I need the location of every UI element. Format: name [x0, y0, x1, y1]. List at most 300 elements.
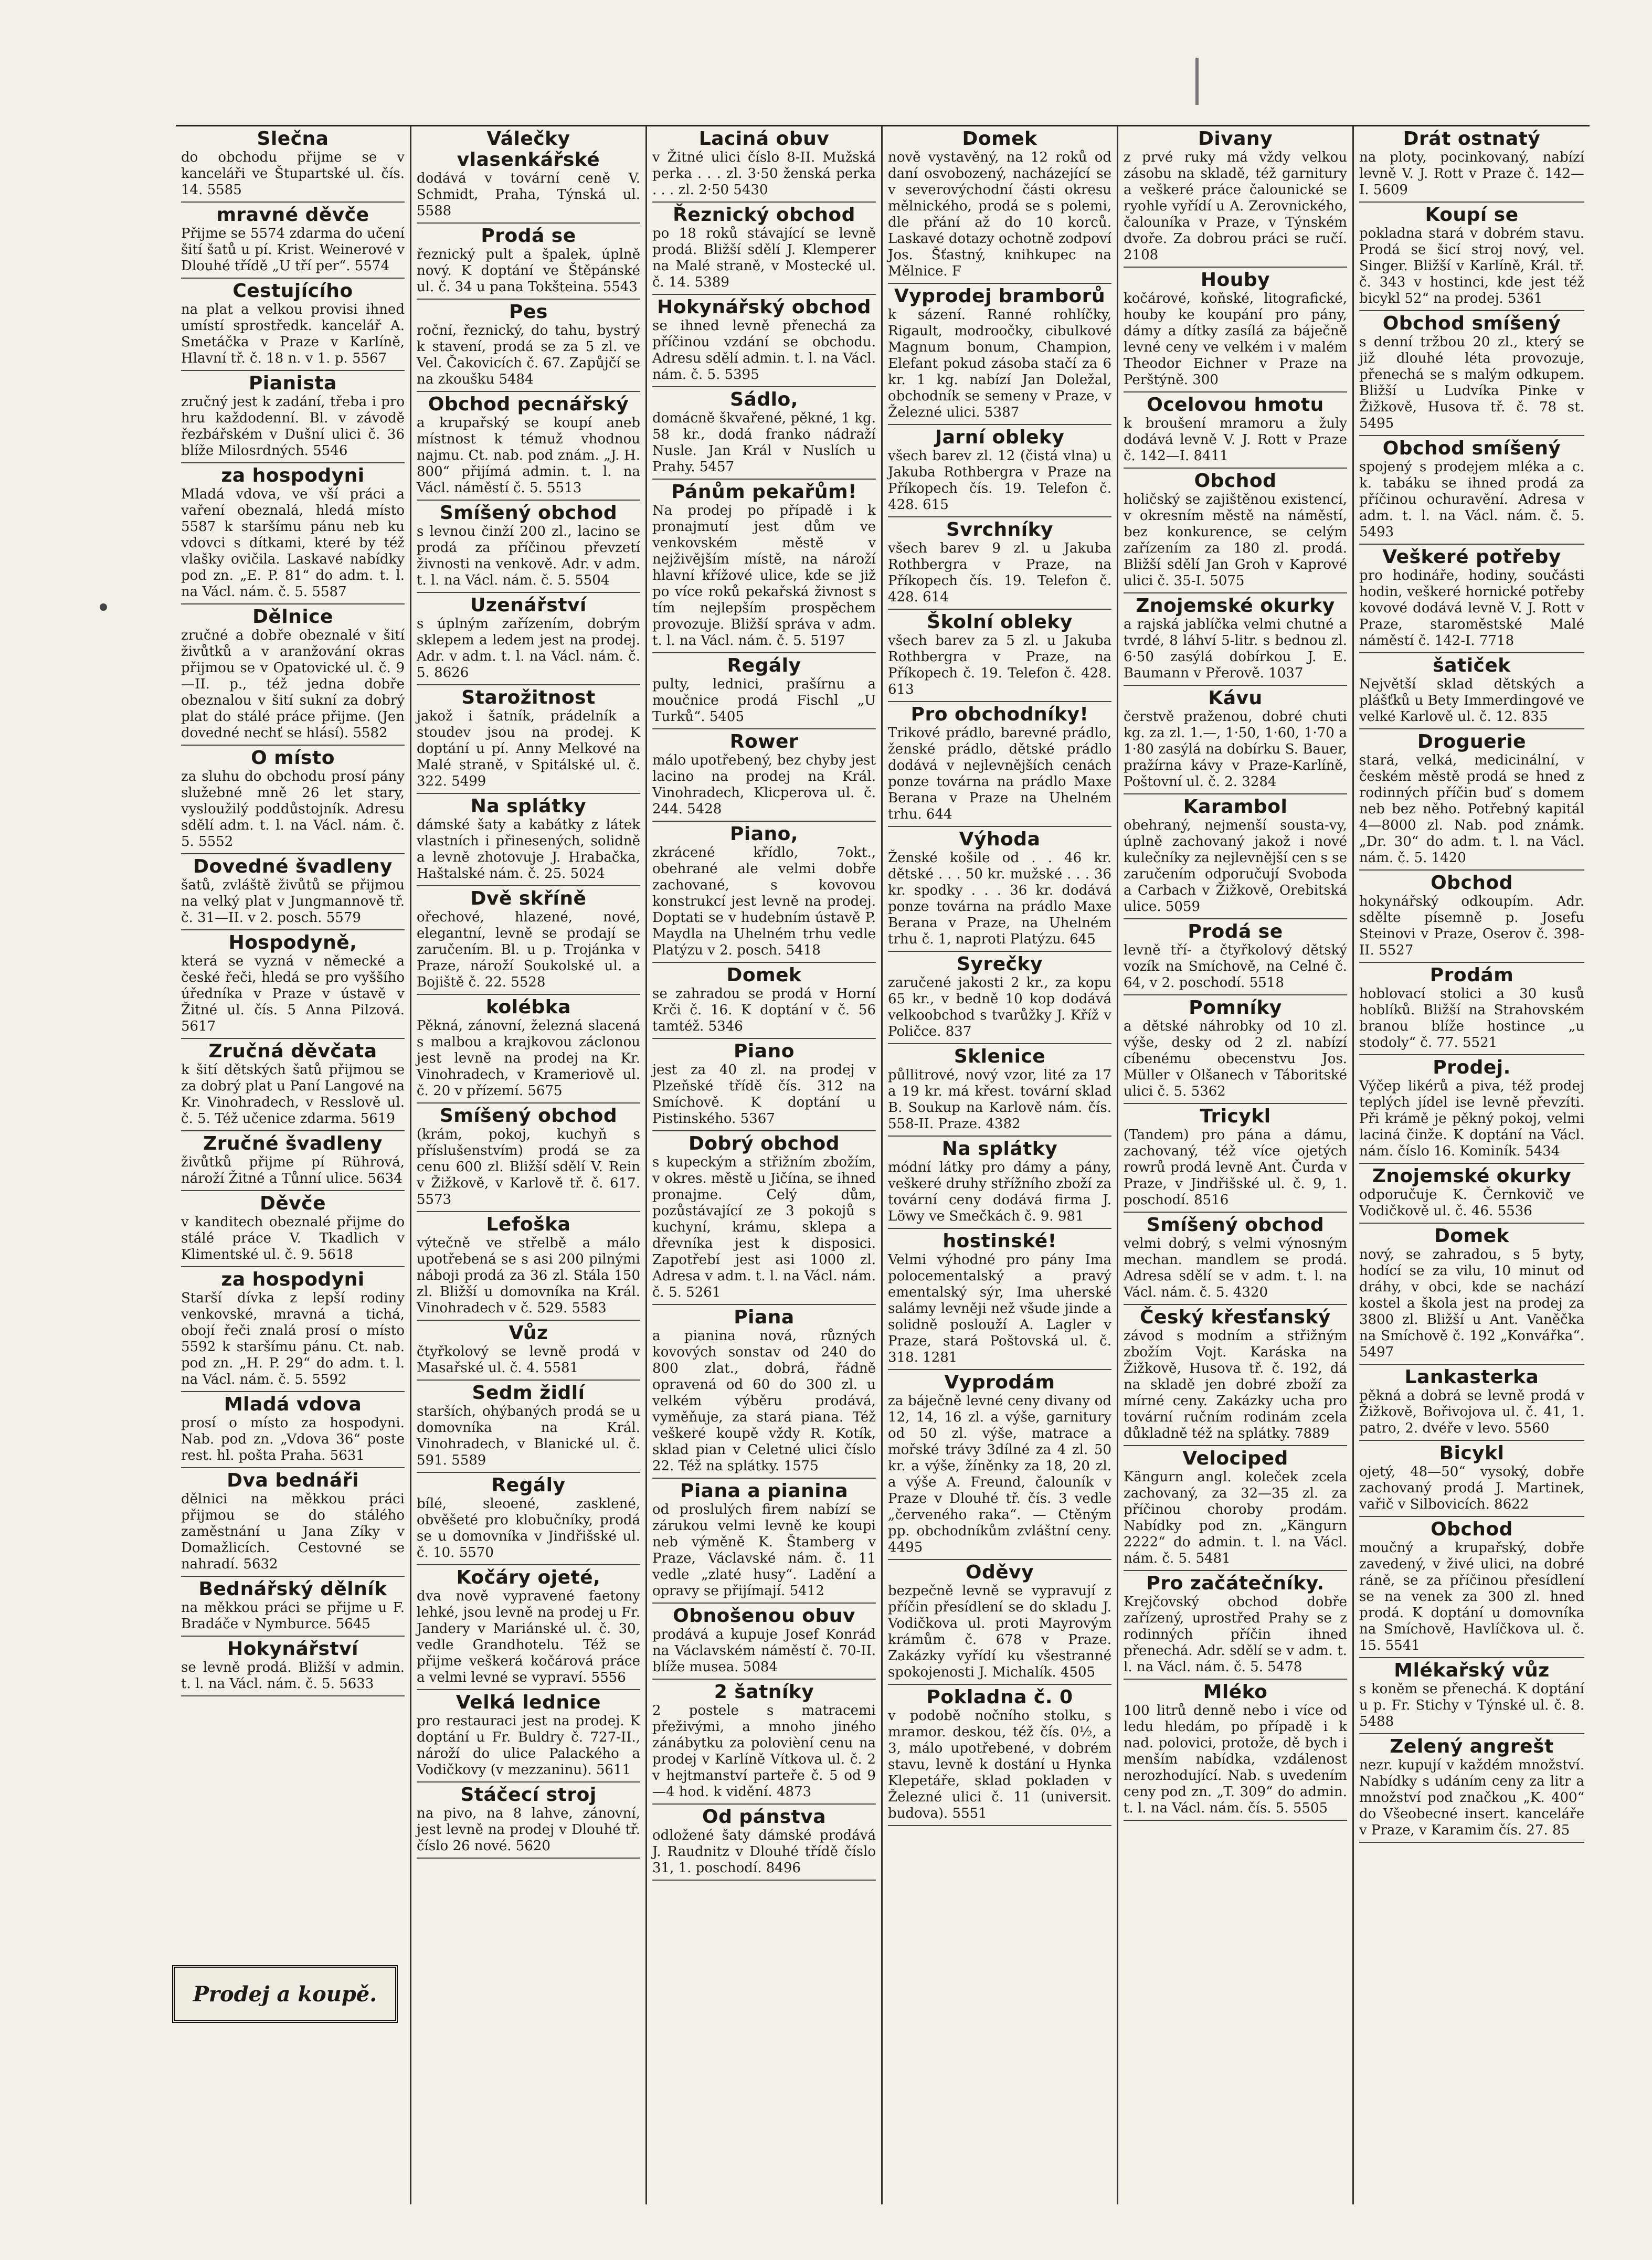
classified-ad: [652, 822, 876, 963]
ad-heading: 2 šatníky: [714, 1681, 814, 1703]
ad-heading: Sádlo,: [730, 389, 798, 410]
ad-heading: hostinské!: [943, 1230, 1057, 1252]
classified-ad: [1359, 1658, 1584, 1734]
ad-text: a krupařský se koupí aneb místnost k témuž vhodnou najmu. Ct. nab. pod znám. „J. H. 800“ přijímá admin. t. l. na Václ. náměstí č. 5. 5513: [417, 415, 640, 496]
classified-ad: [181, 1039, 405, 1131]
ad-heading: Výhoda: [959, 829, 1041, 850]
ad-heading: Dovedné švadleny: [193, 856, 393, 877]
classified-ad: [1359, 1055, 1584, 1164]
column-1: [176, 126, 411, 2204]
ad-text: pro restauraci jest na prodej. K doptání u Fr. Buldry č. 727-II., nároží do ulice Palackého a Vodičkovy (v mezzaninu). 5611: [417, 1713, 640, 1778]
classified-ad: [417, 224, 640, 300]
ad-heading: Karambol: [1183, 796, 1288, 818]
classified-ad: [181, 126, 405, 203]
ad-heading: Ocelovou hmotu: [1147, 394, 1324, 416]
classified-ad: [652, 653, 876, 729]
ad-text: prosí o místo za hospodyni. Nab. pod zn. „Vdova 36“ poste rest. hl. pošta Praha. 5631: [181, 1415, 405, 1463]
ad-text: Největší sklad dětských a plášťků u Bety Immerdingové ve velké Karlově ul. č. 12. 835: [1359, 676, 1584, 725]
ad-text: z prvé ruky má vždy velkou zásobu na skladě, též garnitury a veškeré práce čalounické se ryohle vyřídí u A. Zerovnického, čalouníka v Praze, v Týnském dvoře. Za dobrou práci se ručí. 2108: [1124, 150, 1347, 263]
ad-heading: Starožitnost: [461, 687, 596, 708]
column-2: [411, 126, 647, 2204]
ad-text: pro hodináře, hodiny, součásti hodin, veškeré hornické potřeby kovové dodává levně V. J. Rott v Praze, staroměstské Malé náměstí č. 142-I. 7718: [1359, 568, 1584, 649]
ad-heading: Obchod: [1431, 872, 1513, 894]
classified-ad: [181, 1392, 405, 1468]
classified-ad: [417, 300, 640, 392]
ad-heading: Vyprodám: [944, 1372, 1055, 1393]
ad-heading: Dva bednáři: [227, 1470, 359, 1491]
ad-text: dodává v tovární ceně V. Schmidt, Praha, Týnská ul. 5588: [417, 171, 640, 219]
ad-text: domácně škvařené, pěkné, 1 kg. 58 kr., dodá franko nádraží Nusle. Jan Král v Nuslích u Prahy. 5457: [652, 410, 876, 475]
ad-heading: O místo: [251, 747, 335, 769]
ad-text: odporučuje K. Černkovič ve Vodičkově ul. č. 46. 5536: [1359, 1187, 1584, 1219]
ad-heading: Obchod: [1431, 1519, 1513, 1540]
ad-heading: Piano,: [729, 823, 799, 845]
classified-ad: [181, 203, 405, 279]
classified-ad: [181, 746, 405, 854]
ad-text: ořechové, hlazené, nové, elegantní, levně se prodají se zaručením. Bl. u p. Trojánka v Praze, nároží Soukolské ul. a Bojiště č. 22. 5528: [417, 909, 640, 990]
classified-ad: [888, 1137, 1111, 1229]
ad-text: obehraný, nejmenší sousta-vy, úplně zachovaný jakož i nové kulečníky za nejlevnější cen s se zaručením odporučují Svoboda a Carbach v Žižkově, Orebitská ulice. 5059: [1124, 818, 1347, 915]
ad-heading: Zručná děvčata: [208, 1041, 377, 1062]
ad-heading: Děvče: [259, 1193, 326, 1214]
classified-ad: [181, 1468, 405, 1577]
ad-text: a dětské náhrobky od 10 zl. výše, desky od 2 zl. nabízí cíbenému obecenstvu Jos. Müller v Olšanech v Táboritské ulici č. 5. 5362: [1124, 1018, 1347, 1099]
ad-text: která se vyzná v německé a české řeči, hledá se pro vyššího úředníka v Praze v ústavě v Žitné ul. čís. 5 Anna Pilzová. 5617: [181, 953, 405, 1034]
ad-heading: Velká lednice: [456, 1692, 601, 1713]
ad-heading: Pianista: [249, 373, 337, 394]
ad-heading: za hospodyni: [221, 465, 365, 486]
classified-ad: [888, 1685, 1111, 1826]
ad-text: se zahradou se prodá v Horní Krči č. 16. K doptání v č. 56 tamtéž. 5346: [652, 986, 876, 1034]
classified-ad: [1359, 126, 1584, 203]
classified-ad: [1124, 1446, 1347, 1571]
classified-ad: [1359, 871, 1584, 963]
ad-heading: Veškeré potřeby: [1382, 546, 1561, 568]
ad-text: na měkkou práci se přijme u F. Bradáče v Nymburce. 5645: [181, 1600, 405, 1632]
ad-text: závod s modním a střižným zbožím Vojt. Karáska na Žižkově, Husova tř. č. 192, dá na skladě jen dobré zboží za mírné ceny. Zakázky ucha pro tovární ručním rodinám zcela důkladně též na splátky. 7889: [1124, 1328, 1347, 1441]
classified-ad: [888, 952, 1111, 1044]
classified-ad: [1359, 545, 1584, 653]
ad-text: nezr. kupují v každém množství. Nabídky s udáním ceny za litr a množství pod značkou „K. 400“ do Všeobecné insert. kanceláře v Praze, v Karamim čís. 27. 85: [1359, 1757, 1584, 1838]
classified-ad: [181, 279, 405, 371]
classified-ad: [1124, 392, 1347, 469]
ad-heading: Pomníky: [1189, 997, 1282, 1018]
classified-ad: [1359, 436, 1584, 545]
section-banner: Prodej a koupě.: [172, 1965, 398, 2023]
classified-ad: [1124, 1571, 1347, 1680]
ad-text: pěkná a dobrá se levně prodá v Žižkově, Bořivojova ul. č. 41, 1. patro, 2. dvéře v levo. 5560: [1359, 1388, 1584, 1436]
ad-heading: za hospodyni: [221, 1269, 365, 1290]
ad-heading: Válečky vlasenkářské: [457, 128, 600, 171]
ad-text: nový, se zahradou, s 5 byty, hodící se za vilu, 10 minut od dráhy, v obci, kde se nachází kostel a škola jest na prodej za 3800 zl. Bližší u Ant. Vaněčka na Smíchově č. 192 „Konvářka“. 5497: [1359, 1247, 1584, 1360]
ad-heading: Školní obleky: [927, 611, 1073, 633]
ad-text: všech barev zl. 12 (čistá vlna) u Jakuba Rothbergra v Praze na Příkopech čís. 19. Telefon č. 428. 615: [888, 448, 1111, 513]
ad-text: v kanditech obeznalé přijme do stálé práce V. Tkadlich v Klimentské ul. č. 9. 5618: [181, 1214, 405, 1262]
ad-text: k šití dětských šatů přijmou se za dobrý plat u Paní Langové na Kr. Vinohradech, v Resslově ul. č. 5. Též učenice zdarma. 5619: [181, 1062, 405, 1127]
ad-text: Na prodej po případě i k pronajmutí jest dům ve venkovském městě v nejživějším místě, na nároží hlavní křížové ulice, kde se již po více roků pekařská živnost s tím nejlepším prospěchem provozuje. Bližší správa v adm. t. l. na Václ. nám. č. 5. 5197: [652, 503, 876, 649]
ad-text: (Tandem) pro pána a dámu, zachovaný, též více ojetých rowrů prodá levně Ant. Čurda v Praze, v Jindřišské ul. č. 9, 1. poschodí. 8516: [1124, 1127, 1347, 1208]
classified-ad: [417, 886, 640, 995]
ad-heading: Oděvy: [965, 1562, 1034, 1583]
ad-text: všech barev za 5 zl. u Jakuba Rothbergra v Praze, na Příkopech č. 19. Telefon č. 428. 613: [888, 633, 1111, 697]
column-3: [647, 126, 883, 2204]
ad-text: jest za 40 zl. na prodej v Plzeňské třídě čís. 312 na Smíchově. K doptání u Pistinského. 5367: [652, 1062, 876, 1127]
ad-text: na pivo, na 8 lahve, zánovní, jest levně na prodej v Dlouhé tř. číslo 26 nové. 5620: [417, 1806, 640, 1854]
classified-ad: [417, 794, 640, 886]
classified-ad: [888, 702, 1111, 827]
classified-ad: [652, 203, 876, 295]
ad-heading: Smíšený obchod: [439, 502, 618, 524]
ad-text: moučný a krupařský, dobře zavedený, v živé ulici, na dobré ráně, se za příčinou přesídlení se na venek za 300 zl. hned prodá. K doptání u domovníka na Smíchově, Havlíčkova ul. č. 15. 5541: [1359, 1540, 1584, 1653]
ad-text: za sluhu do obchodu prosí pány služebné mně 26 let stary, vysloužilý poddůstojník. Adresu sdělí adm. t. l. na Václ. nám. č. 5. 5552: [181, 769, 405, 850]
ad-text: a rajská jablíčka velmi chutné a tvrdé, 8 láhví 5-litr. s bednou zl. 6·50 zasýlá dobírkou J. E. Baumann v Přerově. 1037: [1124, 617, 1347, 681]
ad-heading: Pro začátečníky.: [1146, 1573, 1325, 1594]
ad-text: (krám, pokoj, kuchyň s příslušenstvím) prodá se za cenu 600 zl. Bližší sdělí V. Rein v Žižkově, v Karlově tř. č. 617. 5573: [417, 1127, 640, 1207]
ad-text: výtečně ve střelbě a málo upotřebená se s asi 200 pilnými náboji prodá za 36 zl. Stála 150 zl. Bližší u domovníka na Král. Vinohradech v č. 529. 5583: [417, 1235, 640, 1316]
ad-heading: Tricykl: [1200, 1106, 1271, 1127]
ad-text: stará, velká, medicinální, v českém městě prodá se hned z rodinných příčin buď s domem neb bez něho. Potřebný kapitál 4—8000 zl. Nab. pod známk. „Dr. 30“ do adm. t. l. na Václ. nám. č. 5. 1420: [1359, 752, 1584, 866]
ad-text: v Žitné ulici číslo 8-II. Mužská perka . . . zl. 3·50 ženská perka . . . zl. 2·50 5430: [652, 150, 876, 198]
ad-heading: Domek: [962, 128, 1037, 150]
ad-text: bílé, sleoené, zasklené, obvěšeté pro klobučníky, prodá se u domovníka v Jindřišské ul. č. 10. 5570: [417, 1496, 640, 1561]
classified-ad: [1359, 1365, 1584, 1441]
ad-text: Velmi výhodné pro pány Ima polocementalský a pravý ementalský sýr, Ima uherské salámy levněji než všude jinde a solidně poslouží A. Lagler v Praze, stará Poštovská ul. č. 318. 1281: [888, 1252, 1111, 1365]
ad-heading: Droguerie: [1417, 731, 1527, 752]
classified-ad: [1359, 1734, 1584, 1843]
ad-text: zaručené jakosti 2 kr., za kopu 65 kr., v bedně 10 kop dodává velkoobchod s tvarůžky J. Kříž v Poličce. 837: [888, 975, 1111, 1039]
classified-ad: [888, 827, 1111, 952]
ad-text: v podobě nočního stolku, s mramor. deskou, též čís. 0½, a 3, málo upotřebené, v dobrém stavu, levně k dostání u Hynka Klepetáře, sklad pokladen v Železné ulici č. 11 (universit. budova). 5551: [888, 1708, 1111, 1821]
ad-heading: Pro obchodníky!: [910, 704, 1089, 725]
classified-ad: [417, 1782, 640, 1859]
ad-heading: Houby: [1200, 269, 1270, 291]
classified-ad: [181, 854, 405, 930]
ad-text: řeznický pult a špalek, úplně nový. K doptání ve Štěpánské ul. č. 34 u pana Tokšteina. 5543: [417, 247, 640, 295]
column-5: [1118, 126, 1354, 2204]
ad-text: k broušení mramoru a žuly dodává levně V. J. Rott v Praze č. 142—I. 8411: [1124, 416, 1347, 464]
ad-text: málo upotřebený, bez chyby jest lacino na prodej na Král. Vinohradech, Klicperova ul. č. 244. 5428: [652, 752, 876, 817]
classified-ad: [417, 126, 640, 224]
classified-ad: [417, 501, 640, 593]
ad-heading: Obchod smíšený: [1382, 438, 1561, 459]
classified-ad: [1124, 1680, 1347, 1821]
ad-heading: Stáčecí stroj: [460, 1784, 597, 1806]
ad-heading: Vůz: [509, 1322, 548, 1344]
classified-ad: [652, 1131, 876, 1305]
classified-ad: [888, 517, 1111, 610]
ad-text: levně tří- a čtyřkolový dětský vozík na Smíchově, na Celné č. 64, v 2. poschodí. 5518: [1124, 942, 1347, 991]
ad-text: Kängurn angl. koleček zcela zachovaný, za 32—35 zl. za příčinou choroby prodám. Nabídky pod zn. „Kängurn 2222“ do admin. t. l. na Václ. nám. č. 5. 5481: [1124, 1469, 1347, 1566]
ad-text: bezpečně levně se vypravují z příčin přesídlení se do skladu J. Vodičkova ul. proti Mayrovým krámům č. 678 v Praze. Zakázky vyřídí ku všestranné spokojenosti J. Michalík. 4505: [888, 1583, 1111, 1680]
ad-text: na ploty, pocinkovaný, nabízí levně V. J. Rott v Praze č. 142—I. 5609: [1359, 150, 1584, 198]
classified-ad: [417, 995, 640, 1104]
ad-heading: Sedm židlí: [472, 1382, 585, 1404]
ad-heading: Na splátky: [470, 795, 587, 817]
classified-ad: [417, 1565, 640, 1690]
ad-heading: Vyprodej bramborů: [894, 285, 1106, 307]
ad-text: prodává a kupuje Josef Konrád na Václavském náměstí č. 70-II. blíže musea. 5084: [652, 1627, 876, 1675]
ad-heading: Český křesťanský: [1140, 1307, 1331, 1328]
ad-heading: šatiček: [1433, 655, 1511, 676]
ad-heading: Kočáry ojeté,: [456, 1567, 601, 1588]
column-4: [883, 126, 1118, 2204]
classified-ad: [181, 1267, 405, 1392]
classified-ad: [181, 930, 405, 1039]
ad-heading: Dobrý obchod: [688, 1133, 840, 1154]
ad-heading: Pes: [509, 301, 548, 323]
classified-ad: [417, 1473, 640, 1565]
classified-ad: [1359, 311, 1584, 436]
classified-ad: [652, 1680, 876, 1805]
ad-heading: Obchod pecnářský: [428, 394, 629, 415]
ad-heading: kolébka: [486, 996, 571, 1018]
classified-ad: [1124, 1213, 1347, 1305]
ad-heading: Hokynářský obchod: [657, 296, 871, 318]
fold-mark: [1195, 58, 1199, 105]
ad-heading: Řeznický obchod: [673, 204, 855, 226]
ad-text: dámské šaty a kabátky z látek vlastních i přinesených, solidně a levně zhotovuje J. Hrabačka, Haštalské nám. č. 25. 5024: [417, 817, 640, 882]
ad-text: Pěkná, zánovní, železná slacená s malbou a krajkovou záclonou jest levně na prodej na Kr. Vinohradech, v Krameriově ul. č. 20 v přízemí. 5675: [417, 1018, 640, 1099]
classified-ad: [181, 371, 405, 463]
ad-text: hokynářský odkoupím. Adr. sdělte písemně p. Josefu Steinovi v Praze, Oserov č. 398-II. 5527: [1359, 894, 1584, 958]
ad-text: odložené šaty dámské prodává J. Raudnitz v Dlouhé třídě číslo 31, 1. poschodí. 8496: [652, 1828, 876, 1876]
ad-text: zručné a dobře obeznalé v šití živůtků a v aranžování okras přijmou se v Opatovické ul. č. 9—II. p., též jedna dobře obeznalou v šití sukní za dobrý plat do stálé práce přijme. (Jen dovedné nechť se hlásí). 5582: [181, 628, 405, 741]
classified-ad: [888, 1560, 1111, 1685]
ad-heading: Koupí se: [1425, 204, 1519, 226]
ad-heading: Pánům pekařům!: [671, 481, 857, 503]
classified-ad: [1359, 1224, 1584, 1365]
classified-ad: [417, 1104, 640, 1212]
classified-ad: [181, 1637, 405, 1696]
classified-ad: [652, 295, 876, 387]
ad-text: na plat a velkou provisi ihned umístí sprostředk. kancelář A. Smetáčka v Praze v Karlíně, Hlavní tř. č. 18 n. v 1. p. 5567: [181, 302, 405, 366]
classified-ad: [1124, 1104, 1347, 1213]
classified-ad: [652, 126, 876, 203]
ad-text: módní látky pro dámy a pány, veškeré druhy střížního zboží za tovární ceny dodává firma J. Löwy ve Smečkách č. 9. 981: [888, 1160, 1111, 1224]
ad-text: zručný jest k zadání, třeba i pro hru každodenní. Bl. v závodě řezbářském v Dušní ulici č. 36 blíže Milosrdných. 5546: [181, 394, 405, 459]
ad-heading: Piana a pianina: [680, 1480, 849, 1502]
ad-text: 100 litrů denně nebo i více od ledu hledám, po případě i k nad. polovici, protože, dě bych i menším nabídka, vzdálenost nerozhodující. Nab. s uvedením ceny pod zn. „T. 309“ do admin. t. l. na Václ. nám. čís. 5. 5505: [1124, 1703, 1347, 1816]
classified-ad: [888, 610, 1111, 702]
ad-text: Výčep likérů a piva, též prodej teplých jídel ise levně převzíti. Při krámě je pěkný pokoj, velmi laciná činže. K doptání na Václ. nám. číslo 16. Kominík. 5434: [1359, 1078, 1584, 1159]
ad-heading: Slečna: [257, 128, 329, 150]
ad-text: spojený s prodejem mléka a c. k. tabáku se ihned prodá za příčinou ochuravění. Adresa v adm. t. l. na Václ. nám. č. 5. 5493: [1359, 459, 1584, 540]
ad-heading: Zelený angrešt: [1390, 1736, 1554, 1757]
classified-ad: [652, 963, 876, 1039]
classified-ad: [1124, 686, 1347, 794]
ad-heading: Hospodyně,: [228, 932, 357, 953]
ad-heading: Znojemské okurky: [1136, 595, 1335, 617]
ad-heading: Smíšený obchod: [439, 1105, 618, 1127]
classified-ad: [1359, 1517, 1584, 1658]
ad-text: 2 postele s matracemi přeživými, a mnoho jiného zánábytku za polovièní cenu na prodej v Karlíně Vítkova ul. č. 2 v hejtmanství parteře č. 5 od 9—4 hod. k vidění. 4873: [652, 1703, 876, 1800]
ad-heading: Dělnice: [252, 606, 333, 628]
ad-text: jakož i šatník, prádelník a stoudev jsou na prodej. K doptání u pí. Anny Melkové na Malé straně, v Spitálské ul. č. 322. 5499: [417, 708, 640, 789]
ad-text: s levnou činží 200 zl., lacino se prodá za příčinou převzetí živnosti na venkově. Adr. v adm. t. l. na Václ. nám. č. 5. 5504: [417, 524, 640, 588]
ad-heading: Sklenice: [954, 1046, 1046, 1067]
classified-ad: [652, 387, 876, 480]
ad-heading: Bednářský dělník: [198, 1578, 387, 1600]
classified-ad: [1124, 995, 1347, 1104]
classified-ad: [1359, 963, 1584, 1055]
ad-heading: Laciná obuv: [698, 128, 830, 150]
ad-text: Starší dívka z lepší rodiny venkovské, mravná a tichá, obojí řeči znalá prosí o místo 5592 k staršímu pánu. Ct. nab. pod zn. „H. P. 29“ do adm. t. l. na Václ. nám. č. 5. 5592: [181, 1290, 405, 1387]
ad-heading: Uzenářství: [470, 595, 587, 616]
ad-text: za báječně levné ceny divany od 12, 14, 16 zl. a výše, garnitury od 50 zl. výše, matrace a mořské trávy 3dílné za 4 zl. 50 kr. a výše, žíněnky za 18, 20 zl. a výše A. Freund, čalouník v Praze v Dlouhé tř. čís. 3 vedle „červeného raka“. — Ctěným pp. obchodníkům zvláštní ceny. 4495: [888, 1393, 1111, 1555]
ad-heading: Prodá se: [481, 225, 576, 247]
ad-heading: Dvě skříně: [470, 888, 587, 909]
ad-text: pokladna stará v dobrém stavu. Prodá se šicí stroj nový, vel. Singer. Bližší v Karlíně, Král. tř. č. 343 v hostinci, kde jest též bicykl 52“ na prodej. 5361: [1359, 226, 1584, 306]
classified-ad: [181, 1577, 405, 1637]
classified-ad: [181, 463, 405, 604]
ad-heading: Obchod: [1194, 470, 1277, 492]
classified-ad: [652, 1805, 876, 1881]
classified-ad: [652, 1039, 876, 1131]
ad-heading: Hokynářství: [227, 1638, 358, 1660]
ad-text: čerstvě praženou, dobré chuti kg. za zl. 1.—, 1·50, 1·60, 1·70 a 1·80 zasýlá na dobírku S. Bauer, pražírna kávy v Praze-Karlíně, Poštovní ul. č. 2. 3284: [1124, 709, 1347, 790]
ad-text: Krejčovský obchod dobře zařízený, uprostřed Prahy se z rodinných příčin ihned přenechá. Adr. sdělí se v adm. t. l. na Václ. nám. č. 5. 5478: [1124, 1594, 1347, 1675]
ad-heading: Znojemské okurky: [1372, 1165, 1572, 1187]
ad-text: do obchodu přijme se v kanceláři ve Štupartské ul. čís. 14. 5585: [181, 150, 405, 198]
classified-ad: [888, 425, 1111, 517]
ad-heading: Prodá se: [1188, 921, 1283, 942]
ad-text: velmi dobrý, s velmi výnosným mechan. mandlem se prodá. Adresa sdělí se v adm. t. l. na Václ. nám. č. 5. 4320: [1124, 1236, 1347, 1300]
ad-heading: Cestujícího: [232, 280, 353, 302]
classified-ad: [1124, 469, 1347, 593]
classified-ad: [888, 1044, 1111, 1137]
classified-ad: [1359, 203, 1584, 311]
ad-heading: Regály: [727, 655, 801, 676]
ad-text: Přijme se 5574 zdarma do učení šití šatů u pí. Krist. Weinerové v Dlouhé třídě „U tří per“. 5574: [181, 226, 405, 274]
ad-text: čtyřkolový se levně prodá v Masařské ul. č. 4. 5581: [417, 1344, 640, 1376]
classified-ad: [888, 126, 1111, 284]
ad-text: hoblovací stolici a 30 kusů hoblíků. Bližší na Strahovském branou blíže hostince „u stodoly“ č. 77. 5521: [1359, 986, 1584, 1051]
classified-ad: [888, 1229, 1111, 1370]
classified-ad: [181, 1131, 405, 1191]
ad-text: starších, ohýbaných prodá se u domovníka na Král. Vinohradech, v Blanické ul. č. 591. 5589: [417, 1404, 640, 1468]
classified-ad: [652, 1604, 876, 1680]
classified-ad: [1359, 1441, 1584, 1517]
ad-heading: Piano: [734, 1041, 795, 1062]
classified-ad: [652, 1479, 876, 1604]
classified-ad: [1124, 126, 1347, 268]
ad-text: šatů, zvláště živůtů se přijmou na velký plat v Jungmannově tř. č. 31—II. v 2. posch. 5579: [181, 877, 405, 926]
classified-ad: [417, 1381, 640, 1473]
classified-ad: [888, 284, 1111, 425]
ad-heading: Mladá vdova: [224, 1394, 362, 1415]
ad-text: od proslulých firem nabízí se zárukou velmi levně ke koupi neb výměně K. Štamberg v Praze, Václavské nám. č. 11 vedle „zlaté husy“. Ladění a opravy se přijímají. 5412: [652, 1502, 876, 1599]
ad-text: Ženské košile od . . 46 kr. dětské . . . 50 kr. mužské . . . 36 kr. spodky . . . 36 kr. dodává ponze továrna na prádlo Maxe Berana v Praze, na Uhelném trhu č. 1, naproti Platýzu. 645: [888, 850, 1111, 947]
ad-heading: Syrečky: [957, 953, 1043, 975]
ad-text: s kupeckým a střižním zbožím, v okres. městě u Jičína, se ihned pronajme. Celý dům, pozůstávající ze 3 pokojů s kuchyní, krámu, sklepa a dřevníka jest k disposici. Zapotřebí jest asi 1000 zl. Adresa v adm. t. l. na Václ. nám. č. 5. 5261: [652, 1154, 876, 1300]
ad-text: kočárové, koňské, litografické, houby ke koupání pro pány, dámy a dítky zasílá za báječně levné ceny ve velkém i v malém Theodor Eichner v Praze na Perštýně. 300: [1124, 291, 1347, 388]
ad-heading: Prodám: [1429, 964, 1514, 986]
classified-ad: [417, 685, 640, 794]
ad-heading: mravné děvče: [216, 204, 369, 226]
classified-ad: [1124, 268, 1347, 392]
ad-heading: Zručné švadleny: [203, 1133, 383, 1154]
ad-text: dělnici na měkkou práci přijmou se do stálého zaměstnání u Jana Zíky v Domažlicích. Cestovné se nahradí. 5632: [181, 1491, 405, 1572]
classified-ad: [181, 604, 405, 746]
ad-heading: Jarní obleky: [935, 427, 1065, 448]
classified-ad: [417, 1212, 640, 1321]
ad-text: s úplným zařízením, dobrým sklepem a ledem jest na prodej. Adr. v adm. t. l. na Václ. nám. č. 5. 8626: [417, 616, 640, 681]
ad-heading: Drát ostnatý: [1403, 128, 1541, 150]
ad-heading: Lefoška: [486, 1214, 571, 1235]
margin-dot: [100, 603, 107, 611]
ad-text: živůtků přijme pí Rührová, nároží Žitné a Tůnní ulice. 5634: [181, 1154, 405, 1186]
ad-heading: Domek: [726, 964, 802, 986]
column-6: [1354, 126, 1590, 2204]
ad-heading: Divany: [1198, 128, 1273, 150]
ad-heading: Piana: [734, 1307, 795, 1328]
ad-text: po 18 roků stávající se levně prodá. Bližší sdělí J. Klemperer na Malé straně, v Mostecké ul. č. 14. 5389: [652, 226, 876, 290]
ad-heading: Mlékařský vůz: [1394, 1660, 1550, 1681]
classified-ad: [1124, 593, 1347, 686]
classified-ad: [1124, 919, 1347, 995]
ad-text: pulty, lednici, prašírnu a moučnice prodá Fischl „U Turků“. 5405: [652, 676, 876, 725]
ad-text: a pianina nová, různých kovových sonstav od 240 do 800 zlat., dobrá, řádně opravená od 60 do 300 zl. u velkém výběru prodává, vyměňuje, za stará piana. Též veškeré koupě vždy R. Kotík, sklad pian v Celetné ulici číslo 22. Též na splátky. 1575: [652, 1328, 876, 1474]
classified-grid: [176, 125, 1590, 2204]
ad-text: dva nově vypravené faetony lehké, jsou levně na prodej u Fr. Jandery v Mariánské ul. č. 30, vedle Grandhotelu. Též se přijme veškerá kočárová práce a velmi levné se vypraví. 5556: [417, 1588, 640, 1685]
ad-heading: Velociped: [1182, 1448, 1288, 1469]
ad-heading: Lankasterka: [1404, 1366, 1539, 1388]
ad-text: ojetý, 48—50“ vysoký, dobře zachovaný prodá J. Martinek, vařič v Silbovicích. 8622: [1359, 1464, 1584, 1512]
ad-text: půllitrové, nový vzor, lité za 17 a 19 kr. má křest. tovární sklad B. Soukup na Karlově nám. čís. 558-II. Praze. 4382: [888, 1067, 1111, 1132]
ad-heading: Prodej.: [1433, 1057, 1511, 1078]
classified-ad: [1359, 729, 1584, 871]
ad-heading: Obnošenou obuv: [673, 1605, 855, 1627]
ad-heading: Na splátky: [941, 1138, 1058, 1160]
ad-text: Mladá vdova, ve vší práci a vaření obeznalá, hledá místo 5587 k staršímu pánu neb ku vdovci s dítkami, které by též vlašky ovičila. Laskavé nabídky pod zn. „E. P. 81“ do adm. t. l. na Václ. nám. č. 5. 5587: [181, 486, 405, 600]
ad-text: holičský se zajištěnou existencí, v okresním městě na náměstí, bez konkurence, se celým zařízením za 180 zl. prodá. Bližší sdělí Jan Groh v Kaprové ulici č. 35-I. 5075: [1124, 492, 1347, 589]
ad-heading: Od pánstva: [702, 1806, 826, 1828]
classified-ad: [417, 1321, 640, 1381]
ad-heading: Domek: [1434, 1225, 1509, 1247]
classified-ad: [181, 1191, 405, 1267]
ad-text: k sázení. Ranné rohlíčky, Rigault, modroočky, cibulkové Magnum bonum, Champion, Elefant pokud zásoba stačí za 6 kr. 1 kg. nabízí Jan Doležal, obchodník se semeny v Praze, v Železné ulici. 5387: [888, 307, 1111, 420]
classified-ad: [888, 1370, 1111, 1560]
classified-ad: [417, 392, 640, 501]
classified-ad: [652, 729, 876, 822]
classified-ad: [1359, 653, 1584, 729]
ad-text: se levně prodá. Bližší v admin. t. l. na Václ. nám. č. 5. 5633: [181, 1660, 405, 1692]
classified-ad: [652, 1305, 876, 1479]
ad-heading: Bicykl: [1439, 1442, 1505, 1464]
classified-ad: [1124, 1305, 1347, 1446]
ad-heading: Svrchníky: [946, 519, 1053, 540]
ad-text: roční, řeznický, do tahu, bystrý k stavení, prodá se za 5 zl. ve Vel. Čakovicích č. 67. Zapůjčí se na zkoušku 5484: [417, 323, 640, 387]
ad-heading: Smíšený obchod: [1146, 1214, 1325, 1236]
ad-heading: Kávu: [1208, 687, 1263, 709]
ad-text: všech barev 9 zl. u Jakuba Rothbergra v Praze, na Příkopech čís. 19. Telefon č. 428. 614: [888, 540, 1111, 605]
ad-text: s koněm se přenechá. K doptání u p. Fr. Stichy v Týnské ul. č. 8. 5488: [1359, 1681, 1584, 1730]
classified-ad: [1124, 794, 1347, 919]
classified-ad: [417, 593, 640, 685]
ad-text: se ihned levně přenechá za příčinou vzdání se obchodu. Adresu sdělí admin. t. l. na Václ. nám. č. 5. 5395: [652, 318, 876, 383]
ad-heading: Mléko: [1203, 1681, 1268, 1703]
classified-ad: [417, 1690, 640, 1782]
ad-heading: Obchod smíšený: [1382, 313, 1561, 334]
classified-ad: [1359, 1164, 1584, 1224]
ad-text: nově vystavěný, na 12 roků od daní osvobozený, nacházející se v severovýchodní části okresu mělnického, prodá se s polemi, dle přání až do 10 korců. Laskavé dotazy ochotně zodpoví Jos. Šťastný, knihkupec na Mělnice. F: [888, 150, 1111, 279]
ad-text: Trikové prádlo, barevné prádlo, ženské prádlo, dětské prádlo dodává v nejlevnějších cenách ponze továrna na prádlo Maxe Berana v Praze na Uhelném trhu. 644: [888, 725, 1111, 822]
classified-ad: [652, 480, 876, 653]
ad-heading: Rower: [729, 731, 799, 752]
ad-text: zkrácené křídlo, 7okt., obehrané ale velmi dobře zachované, s kovovou konstrukcí jest levně na prodej. Doptati se v hudebním ústavě P. Maydla na Uhelném trhu vedle Platýzu v 2. posch. 5418: [652, 845, 876, 958]
ad-heading: Regály: [491, 1474, 566, 1496]
ad-heading: Pokladna č. 0: [926, 1686, 1073, 1708]
